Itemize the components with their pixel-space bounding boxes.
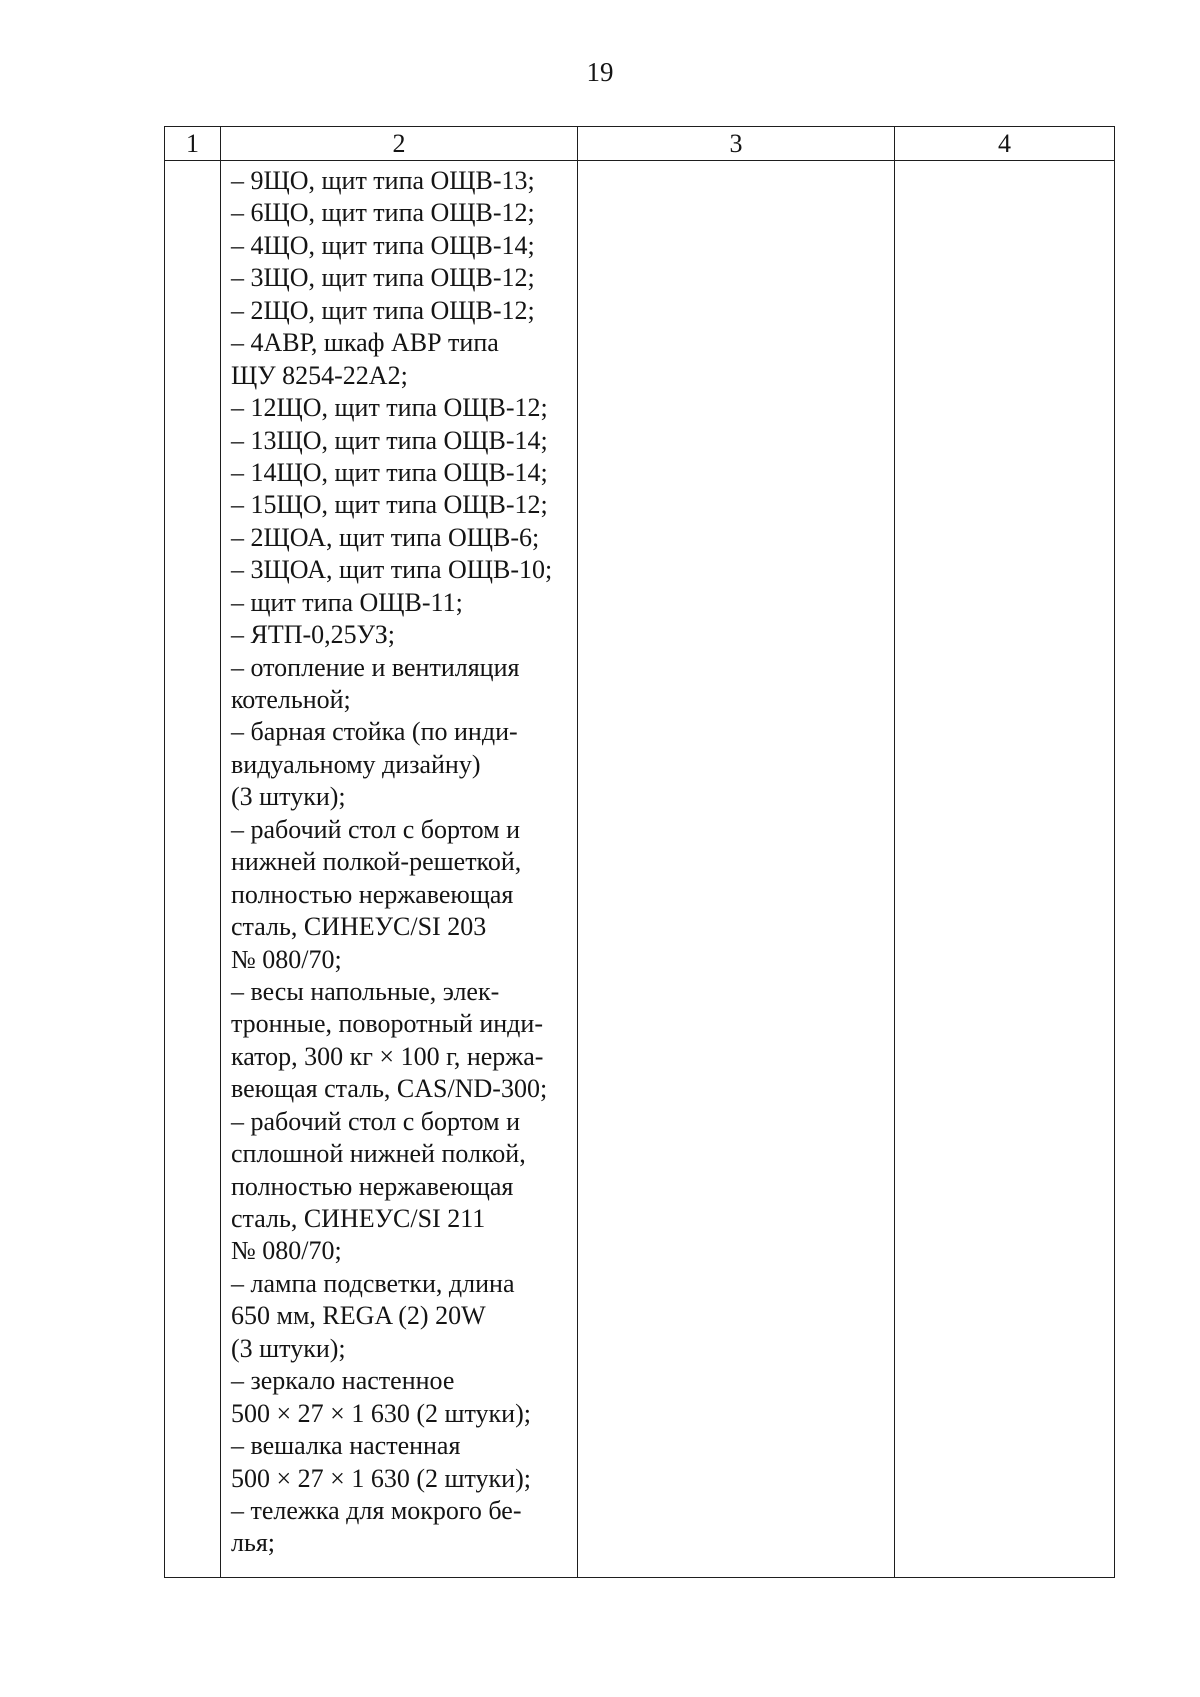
equipment-list-line: катор, 300 кг × 100 г, нержа-: [231, 1041, 544, 1071]
equipment-list-line: – отопление и вентиляция: [231, 652, 520, 682]
equipment-list-line: котельной;: [231, 685, 351, 714]
equipment-list-line: 650 мм, REGA (2) 20W: [231, 1301, 486, 1331]
equipment-list-line: – 3ЩО, щит типа ОЩВ-12;: [231, 263, 535, 293]
equipment-list-line: нижней полкой-решеткой,: [231, 847, 522, 877]
equipment-list-line: – 13ЩО, щит типа ОЩВ-14;: [231, 425, 548, 455]
equipment-list-line: тронные, поворотный инди-: [231, 1009, 543, 1039]
equipment-list-line: – 12ЩО, щит типа ОЩВ-12;: [231, 393, 548, 423]
equipment-list-line: – тележка для мокрого бе-: [231, 1495, 522, 1525]
equipment-list-line: – барная стойка (по инди-: [231, 717, 518, 747]
equipment-list-line: 500 × 27 × 1 630 (2 штуки);: [231, 1398, 531, 1428]
cell-column-1: [165, 161, 221, 1578]
equipment-list-line: полностью нержавеющая: [231, 1171, 514, 1201]
equipment-list-line: – весы напольные, элек-: [231, 976, 500, 1006]
equipment-list-line: лья;: [231, 1528, 276, 1558]
equipment-list-line: сталь, СИНЕУС/SI 203: [231, 912, 487, 942]
equipment-list-line: № 080/70;: [231, 944, 342, 974]
equipment-list-line: – 6ЩО, щит типа ОЩВ-12;: [231, 198, 535, 228]
document-table: [164, 126, 1115, 1578]
equipment-list-line: полностью нержавеющая: [231, 879, 514, 909]
equipment-list-line: – 15ЩО, щит типа ОЩВ-12;: [231, 490, 548, 520]
equipment-list-line: – 4АВР, шкаф АВР типа: [231, 328, 499, 358]
equipment-list-line: – 9ЩО, щит типа ОЩВ-13;: [231, 166, 535, 195]
column-header-3: 3: [578, 127, 895, 161]
equipment-list-line: – 2ЩОА, щит типа ОЩВ-6;: [231, 522, 540, 552]
equipment-list-line: 500 × 27 × 1 630 (2 штуки);: [231, 1463, 531, 1493]
column-header-1: 1: [165, 127, 221, 161]
page-number: 19: [586, 57, 614, 87]
column-header-4: 4: [895, 127, 1115, 161]
equipment-list-line: – зеркало настенное: [231, 1366, 455, 1396]
equipment-list-line: веющая сталь, CAS/ND-300;: [231, 1074, 548, 1104]
cell-column-3: [578, 161, 895, 1578]
equipment-list-line: сталь, СИНЕУС/SI 211: [231, 1204, 486, 1233]
equipment-list-line: – 4ЩО, щит типа ОЩВ-14;: [231, 230, 535, 260]
equipment-list-line: – 14ЩО, щит типа ОЩВ-14;: [231, 457, 548, 487]
equipment-list-line: видуальному дизайну): [231, 749, 481, 779]
table-row: [165, 161, 1115, 1578]
equipment-list-line: (3 штуки);: [231, 782, 346, 812]
equipment-list-line: – ЯТП-0,25УЗ;: [231, 620, 395, 650]
equipment-list-line: ЩУ 8254-22А2;: [231, 360, 408, 390]
cell-column-2: [221, 161, 578, 1578]
equipment-list: [221, 161, 577, 1560]
cell-column-4: [895, 161, 1115, 1578]
table-header-row: [165, 127, 1115, 161]
equipment-list-line: (3 штуки);: [231, 1333, 346, 1363]
equipment-list-line: – лампа подсветки, длина: [231, 1268, 515, 1298]
equipment-list-line: – вешалка настенная: [231, 1431, 461, 1461]
equipment-list-line: – рабочий стол с бортом и: [231, 814, 521, 844]
equipment-list-line: – рабочий стол с бортом и: [231, 1106, 521, 1136]
equipment-list-line: – щит типа ОЩВ-11;: [231, 587, 463, 617]
equipment-list-line: – 3ЩОА, щит типа ОЩВ-10;: [231, 555, 553, 585]
column-header-2: 2: [221, 127, 578, 161]
equipment-list-line: сплошной нижней полкой,: [231, 1139, 526, 1169]
equipment-list-line: № 080/70;: [231, 1236, 342, 1266]
equipment-list-line: – 2ЩО, щит типа ОЩВ-12;: [231, 295, 535, 325]
